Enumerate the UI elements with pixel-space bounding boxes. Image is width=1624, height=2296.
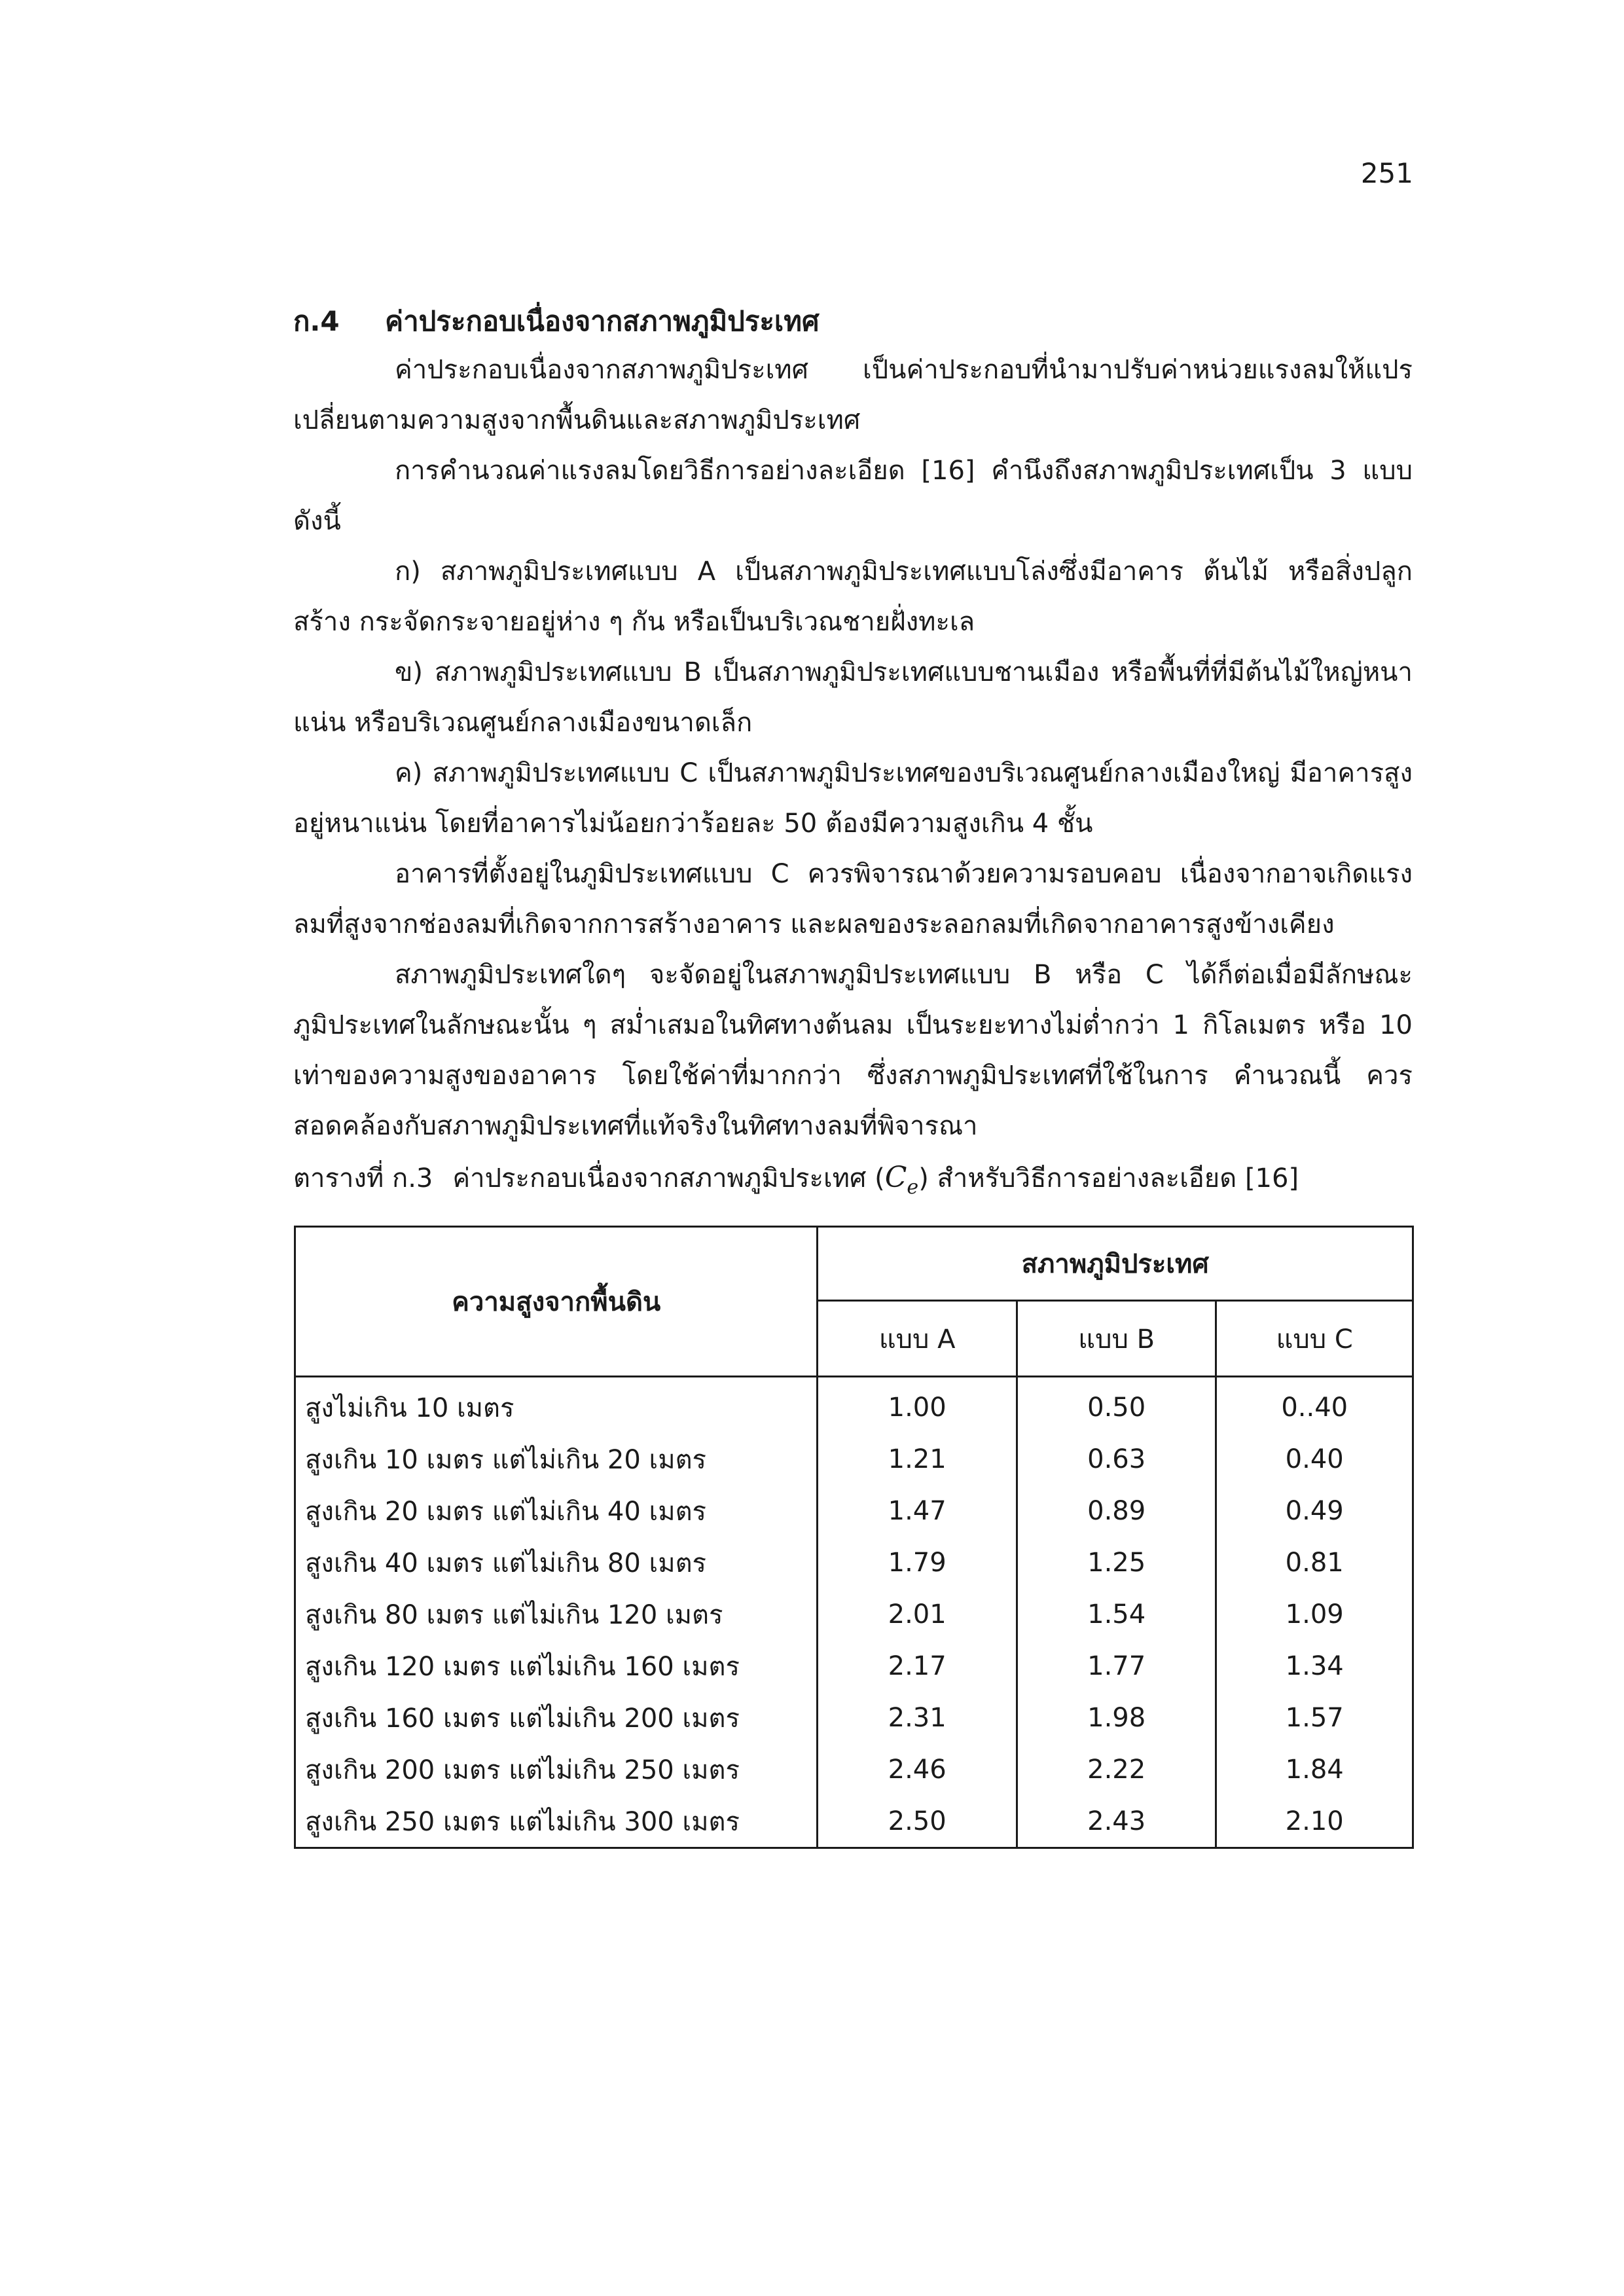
row-label: สูงเกิน 80 เมตร แต่ไม่เกิน 120 เมตร	[295, 1588, 818, 1640]
table-caption-text-before: ค่าประกอบเนื่องจากสภาพภูมิประเทศ (	[452, 1163, 885, 1194]
table-caption-label: ตารางที่ ก.3	[293, 1163, 433, 1194]
group-header-terrain: สภาพภูมิประเทศ	[818, 1227, 1413, 1301]
table-row	[295, 1377, 1413, 1434]
table-row	[295, 1588, 1413, 1640]
paragraph-terrain-condition: สภาพภูมิประเทศใดๆ จะจัดอยู่ในสภาพภูมิประเทศแบบ B หรือ C ได้ก็ต่อเมื่อมีลักษณะภูมิประเทศในลักษณะนั้น ๆ สม่ำเสมอในทิศทางต้นลม เป็นระยะทางไม่ต่ำกว่า 1 กิโลเมตร หรือ 10 เท่าของความสูงของอาคาร โดยใช้ค่าที่มากกว่า ซึ่งสภาพภูมิประเทศที่ใช้ในการ คำนวณนี้ ควรสอดคล้องกับสภาพภูมิประเทศที่แท้จริงในทิศทางลมที่พิจารณา	[293, 960, 1413, 1141]
body-text	[293, 345, 1413, 1152]
row-label: สูงเกิน 40 เมตร แต่ไม่เกิน 80 เมตร	[295, 1537, 818, 1588]
table-row	[295, 1795, 1413, 1848]
cell-b: 0.50	[1017, 1377, 1216, 1434]
ce-symbol	[884, 1161, 919, 1199]
cell-c: 0.49	[1216, 1485, 1413, 1537]
table-row	[295, 1692, 1413, 1743]
paragraph-terrain-c-note: อาคารที่ตั้งอยู่ในภูมิประเทศแบบ C ควรพิจารณาด้วยความรอบคอบ เนื่องจากอาจเกิดแรงลมที่สูงจากช่องลมที่เกิดจากการสร้างอาคาร และผลของระลอกลมที่เกิดจากอาคารสูงข้างเคียง	[293, 859, 1413, 939]
paragraph-intro: ค่าประกอบเนื่องจากสภาพภูมิประเทศ เป็นค่าประกอบที่นำมาปรับค่าหน่วยแรงลมให้แปรเปลี่ยนตามความสูงจากพื้นดินและสภาพภูมิประเทศ	[293, 355, 1413, 435]
row-label: สูงไม่เกิน 10 เมตร	[295, 1377, 818, 1434]
row-header-height: ความสูงจากพื้นดิน	[295, 1227, 818, 1377]
cell-b: 2.43	[1017, 1795, 1216, 1848]
table-row	[295, 1743, 1413, 1795]
cell-b: 1.54	[1017, 1588, 1216, 1640]
cell-c: 1.57	[1216, 1692, 1413, 1743]
table-row	[295, 1537, 1413, 1588]
paragraph-terrain-c: ค) สภาพภูมิประเทศแบบ C เป็นสภาพภูมิประเทศของบริเวณศูนย์กลางเมืองใหญ่ มีอาคารสูงอยู่หนาแน่น โดยที่อาคารไม่น้อยกว่าร้อยละ 50 ต้องมีความสูงเกิน 4 ชั้น	[293, 758, 1413, 839]
cell-c: 2.10	[1216, 1795, 1413, 1848]
ce-symbol-main: C	[884, 1161, 907, 1194]
row-label: สูงเกิน 120 เมตร แต่ไม่เกิน 160 เมตร	[295, 1640, 818, 1692]
row-label: สูงเกิน 250 เมตร แต่ไม่เกิน 300 เมตร	[295, 1795, 818, 1848]
cell-b: 0.89	[1017, 1485, 1216, 1537]
cell-c: 1.09	[1216, 1588, 1413, 1640]
cell-a: 1.47	[818, 1485, 1017, 1537]
section-number: ก.4	[293, 305, 340, 337]
row-label: สูงเกิน 20 เมตร แต่ไม่เกิน 40 เมตร	[295, 1485, 818, 1537]
table-caption-text-after: ) สำหรับวิธีการอย่างละเอียด [16]	[918, 1163, 1299, 1194]
cell-a: 1.79	[818, 1537, 1017, 1588]
cell-b: 1.77	[1017, 1640, 1216, 1692]
cell-c: 0..40	[1216, 1377, 1413, 1434]
section-title: ค่าประกอบเนื่องจากสภาพภูมิประเทศ	[385, 305, 820, 337]
cell-a: 2.46	[818, 1743, 1017, 1795]
column-header-a: แบบ A	[818, 1301, 1017, 1377]
cell-a: 2.50	[818, 1795, 1017, 1848]
cell-c: 0.81	[1216, 1537, 1413, 1588]
table-row	[295, 1433, 1413, 1485]
table-row	[295, 1640, 1413, 1692]
cell-a: 2.01	[818, 1588, 1017, 1640]
cell-a: 1.00	[818, 1377, 1017, 1434]
cell-c: 1.84	[1216, 1743, 1413, 1795]
exposure-factor-table	[294, 1226, 1414, 1849]
cell-a: 2.31	[818, 1692, 1017, 1743]
page-number: 251	[1360, 157, 1413, 189]
cell-b: 1.98	[1017, 1692, 1216, 1743]
column-header-b: แบบ B	[1017, 1301, 1216, 1377]
row-label: สูงเกิน 160 เมตร แต่ไม่เกิน 200 เมตร	[295, 1692, 818, 1743]
row-label: สูงเกิน 200 เมตร แต่ไม่เกิน 250 เมตร	[295, 1743, 818, 1795]
table-caption	[293, 1157, 1299, 1199]
paragraph-method: การคำนวณค่าแรงลมโดยวิธีการอย่างละเอียด [16] คำนึงถึงสภาพภูมิประเทศเป็น 3 แบบ ดังนี้	[293, 456, 1413, 536]
column-header-c: แบบ C	[1216, 1301, 1413, 1377]
cell-c: 0.40	[1216, 1433, 1413, 1485]
cell-a: 2.17	[818, 1640, 1017, 1692]
cell-a: 1.21	[818, 1433, 1017, 1485]
table-row	[295, 1485, 1413, 1537]
ce-symbol-sub: e	[907, 1175, 919, 1199]
cell-b: 1.25	[1017, 1537, 1216, 1588]
section-heading	[293, 300, 820, 343]
paragraph-terrain-b: ข) สภาพภูมิประเทศแบบ B เป็นสภาพภูมิประเทศแบบชานเมือง หรือพื้นที่ที่มีต้นไม้ใหญ่หนาแน่น หรือบริเวณศูนย์กลางเมืองขนาดเล็ก	[293, 657, 1413, 738]
row-label: สูงเกิน 10 เมตร แต่ไม่เกิน 20 เมตร	[295, 1433, 818, 1485]
cell-c: 1.34	[1216, 1640, 1413, 1692]
cell-b: 0.63	[1017, 1433, 1216, 1485]
paragraph-terrain-a: ก) สภาพภูมิประเทศแบบ A เป็นสภาพภูมิประเทศแบบโล่งซึ่งมีอาคาร ต้นไม้ หรือสิ่งปลูกสร้าง กระจัดกระจายอยู่ห่าง ๆ กัน หรือเป็นบริเวณชายฝั่งทะเล	[293, 556, 1413, 637]
cell-b: 2.22	[1017, 1743, 1216, 1795]
